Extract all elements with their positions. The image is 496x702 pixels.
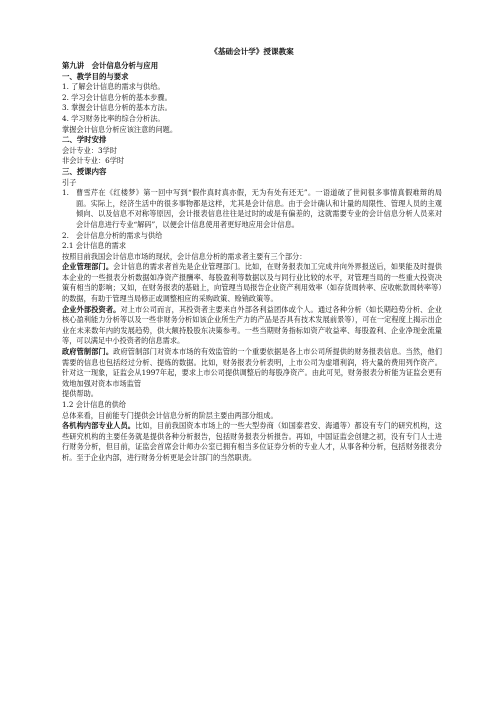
document-title: 《基础会计学》授课教案 xyxy=(210,47,294,56)
demand-label: 企业外部投资者。 xyxy=(62,304,121,314)
paragraph-number: 2. xyxy=(62,230,69,240)
subsection-heading: 2.1 会计信息的需求 xyxy=(62,241,127,251)
objective-item: 2. 学习会计信息分析的基本步骤。 xyxy=(62,92,172,102)
demand-text: 会计信息的需求者首先是企业管理部门。比如，在财务报表加工完成并向外界报送后，如果能及时提供本企业的一些报表分析数据如净资产报酬率、每股盈利等数据以及与同行业比较的水平，对管理当局的一些重大投资决策有相当的影响；又如，在财务报表的基础上，向管理当局报告企业资产利用效率（如存货周转率、应收帐款周转率等）的数据，有助于管理当局修正或调整相应的采购政策、赊销政策等。 xyxy=(62,262,442,304)
objective-note: 掌握会计信息分析应该注意的问题。 xyxy=(62,124,178,134)
subsection-heading: 1.2 会计信息的供给 xyxy=(62,400,127,409)
demand-party-regulators xyxy=(62,347,442,389)
subsection-intro: 总体来看，目前能专门提供会计信息分析的阶层主要由两部分组成。 xyxy=(62,410,278,420)
demand-label: 企业管理部门。 xyxy=(62,262,114,272)
objective-item: 3. 掌握会计信息分析的基本方法。 xyxy=(62,103,172,113)
objective-item: 1. 了解会计信息的需求与供给。 xyxy=(62,82,165,92)
paragraph-text: 曹雪芹在《红楼梦》第一回中写到“假作真时真亦假，无为有处有还无”。一语道破了世间很多事情真假难辩的局面。实际上，经济生活中的很多事物都是这样，尤其是会计信息。由于会计确认和计量的局限性、管理人员的主观倾向、以及信息不对称等原因，会计报表信息往往是过时的或是有偏差的，这就需要专业的会计信息分析人员来对会计信息进行专业“解码”，以便会计信息使用者更好地应用会计信息。 xyxy=(76,188,442,229)
hours-line: 会计专业：3学时 xyxy=(62,145,117,155)
intro-label: 引子 xyxy=(62,177,77,187)
demand-party-management xyxy=(62,262,442,304)
demand-label: 政府管制部门。 xyxy=(62,347,114,357)
demand-text: 政府管制部门对资本市场的有效监管的一个重要依据是各上市公司所提供的财务报表信息。当然，他们需要的信息也包括经过分析、提炼的数据。比如，财务报表分析表明，上市公司为虚增利润，将大量的费用列作资产。针对这一现象，证监会从1997年起，要求上市公司提供调整后的每股净资产。由此可见，财务报表分析能为证监会更有效地加强对资本市场监管 xyxy=(62,347,442,388)
supply-label: 各机构内部专业人员。 xyxy=(62,421,136,431)
chapter-heading: 第九讲 会计信息分析与应用 xyxy=(62,61,159,70)
hours-line: 非会计专业：6学时 xyxy=(62,156,125,166)
section-heading-content: 三、授课内容 xyxy=(62,166,107,176)
supply-text: 比如，目前我国资本市场上的一些大型券商（如国泰君安、海通等）都设有专门的研究机构，这些研究机构的主要任务就是提供各种分析报告，包括财务报表分析报告。再如，中国证监会创建之初，没有专门人士进行财务分析，但目前，证监会首席会计师办公室已拥有相当多位证券分析的专业人才，从事各种分析，包括财务报表分析。至于企业内部，进行财务分析更是会计部门的当然职责。 xyxy=(62,421,442,462)
demand-tail: 提供帮助。 xyxy=(62,389,98,399)
subsection-intro: 按照目前我国会计信息市场的现状，会计信息分析的需求者主要有三个部分： xyxy=(62,251,307,261)
section-heading-objectives: 一、教学目的与要求 xyxy=(62,71,129,81)
objective-item: 4. 学习财务比率的综合分析法。 xyxy=(62,113,165,123)
document-page xyxy=(62,47,442,464)
demand-text: 对上市公司而言，其投资者主要来自外部各利益团体或个人。通过各种分析（如长期趋势分析、企业核心盈利能力分析等以及一些非财务分析如该企业所生产力的产品是否具有技术发展前景等），可在一定程度上揭示出企业在未来数年内的发展趋势，供大额持股股东决策参考。一些当期财务指标如资产收益率、每股盈利、企业净现金流量等，可以满足中小投资者的信息需求。 xyxy=(62,304,442,346)
paragraph-number: 1. xyxy=(62,188,69,198)
supply-party-professionals xyxy=(62,421,442,463)
numbered-paragraph-1 xyxy=(62,188,442,230)
demand-party-investors xyxy=(62,305,442,347)
paragraph-text: 会计信息分析的需求与供给 xyxy=(76,230,163,240)
numbered-paragraph-2 xyxy=(62,231,442,242)
section-heading-hours: 二、学时安排 xyxy=(62,135,107,145)
